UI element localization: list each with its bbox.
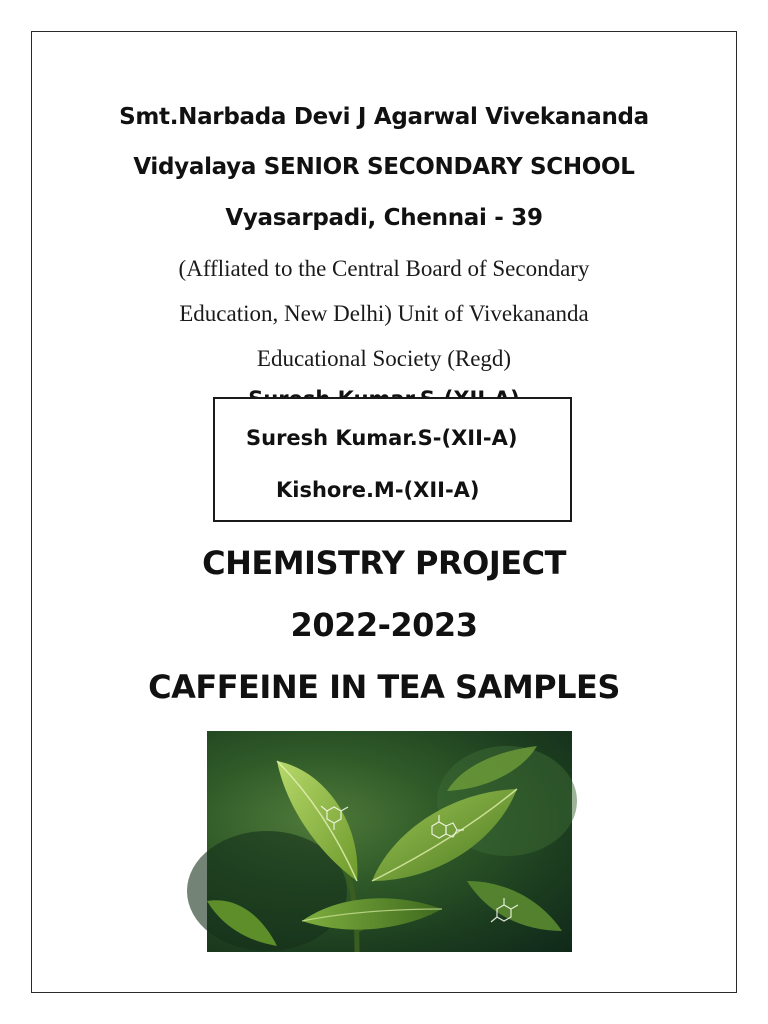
affiliation-line-2: Education, New Delhi) Unit of Vivekananda [179, 301, 589, 326]
tea-leaves-photo [207, 731, 572, 952]
school-location: Vyasarpadi, Chennai - 39 [225, 205, 543, 231]
school-name-line-2: Vidyalaya SENIOR SECONDARY SCHOOL [133, 154, 635, 180]
project-topic: CAFFEINE IN TEA SAMPLES [148, 668, 620, 706]
affiliation-line-1: (Affliated to the Central Board of Secondary [178, 256, 590, 281]
project-year: 2022-2023 [290, 606, 478, 644]
school-name-line-1: Smt.Narbada Devi J Agarwal Vivekananda [119, 104, 649, 130]
student-names-box [213, 397, 572, 522]
tea-leaves-caffeine-molecule-icon [207, 731, 572, 952]
project-subject: CHEMISTRY PROJECT [202, 544, 566, 582]
affiliation-line-3: Educational Society (Regd) [256, 346, 512, 371]
student-name-1: Suresh Kumar.S-(XII-A) [246, 426, 518, 450]
student-name-2: Kishore.M-(XII-A) [276, 478, 480, 502]
overlapped-student-name [0, 384, 768, 398]
